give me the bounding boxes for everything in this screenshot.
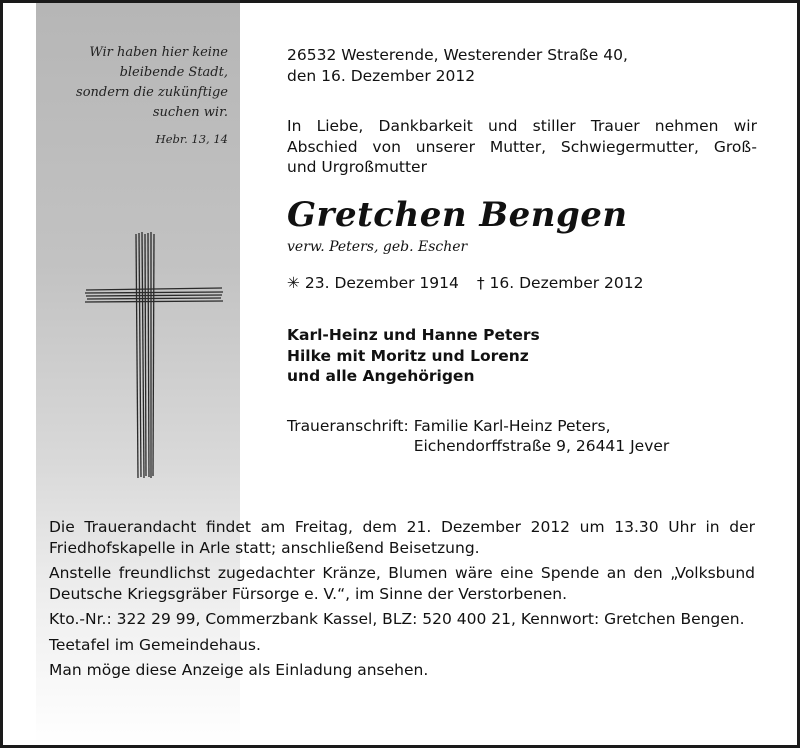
mourner-line: Karl-Heinz und Hanne Peters bbox=[287, 326, 540, 344]
main-column bbox=[287, 45, 757, 457]
note-donation: Anstelle freundlichst zugedachter Kränze, Blumen wäre eine Spende an den „Volksbund Deutsche Kriegsgräber Fürsorge e. V.“, im Sinne der Verstorbenen. bbox=[49, 564, 755, 603]
verse-reference: Hebr. 13, 14 bbox=[155, 132, 228, 146]
mourning-address-line: Eichendorffstraße 9, 26441 Jever bbox=[413, 437, 670, 455]
maiden-name: verw. Peters, geb. Escher bbox=[287, 238, 468, 255]
address-line: 26532 Westerende, Westerender Straße 40, bbox=[287, 46, 628, 64]
verse-line: bleibende Stadt, bbox=[119, 65, 228, 80]
mourner-line: Hilke mit Moritz und Lorenz bbox=[287, 346, 529, 365]
intro-line: und Urgroßmutter bbox=[287, 158, 427, 176]
mourning-address-line: Familie Karl-Heinz Peters, bbox=[413, 416, 611, 435]
place-date bbox=[287, 45, 757, 86]
verse-line: sondern die zukünftige bbox=[76, 85, 228, 100]
mourning-address-label: Traueranschrift: bbox=[287, 416, 409, 435]
deceased-name: Gretchen Bengen bbox=[287, 194, 628, 235]
note-service: Die Trauerandacht findet am Freitag, dem 21. Dezember 2012 um 13.30 Uhr in der Friedhofskapelle in Arle statt; anschließend Beisetzung. bbox=[49, 518, 755, 557]
intro-line: In Liebe, Dankbarkeit und stiller Trauer nehmen wir bbox=[287, 117, 757, 135]
mourners bbox=[287, 325, 757, 387]
death-date: † 16. Dezember 2012 bbox=[476, 273, 644, 292]
notes-section bbox=[49, 517, 755, 686]
mourner-line: und alle Angehörigen bbox=[287, 367, 475, 385]
mourning-address bbox=[287, 416, 757, 457]
intro-line: Abschied von unserer Mutter, Schwiegermutter, Groß- bbox=[287, 137, 757, 156]
verse-line: suchen wir. bbox=[152, 105, 228, 120]
bible-verse bbox=[38, 43, 228, 149]
birth-date: ✳ 23. Dezember 1914 bbox=[287, 273, 459, 292]
life-dates bbox=[287, 273, 757, 294]
date-line: den 16. Dezember 2012 bbox=[287, 66, 476, 85]
note-invitation: Man möge diese Anzeige als Einladung ansehen. bbox=[49, 661, 429, 679]
verse-line: Wir haben hier keine bbox=[89, 45, 228, 60]
cross-icon bbox=[84, 230, 224, 480]
note-bank: Kto.-Nr.: 322 29 99, Commerzbank Kassel, BLZ: 520 400 21, Kennwort: Gretchen Bengen. bbox=[49, 610, 745, 628]
intro-text bbox=[287, 116, 757, 178]
note-tea: Teetafel im Gemeindehaus. bbox=[49, 635, 261, 654]
